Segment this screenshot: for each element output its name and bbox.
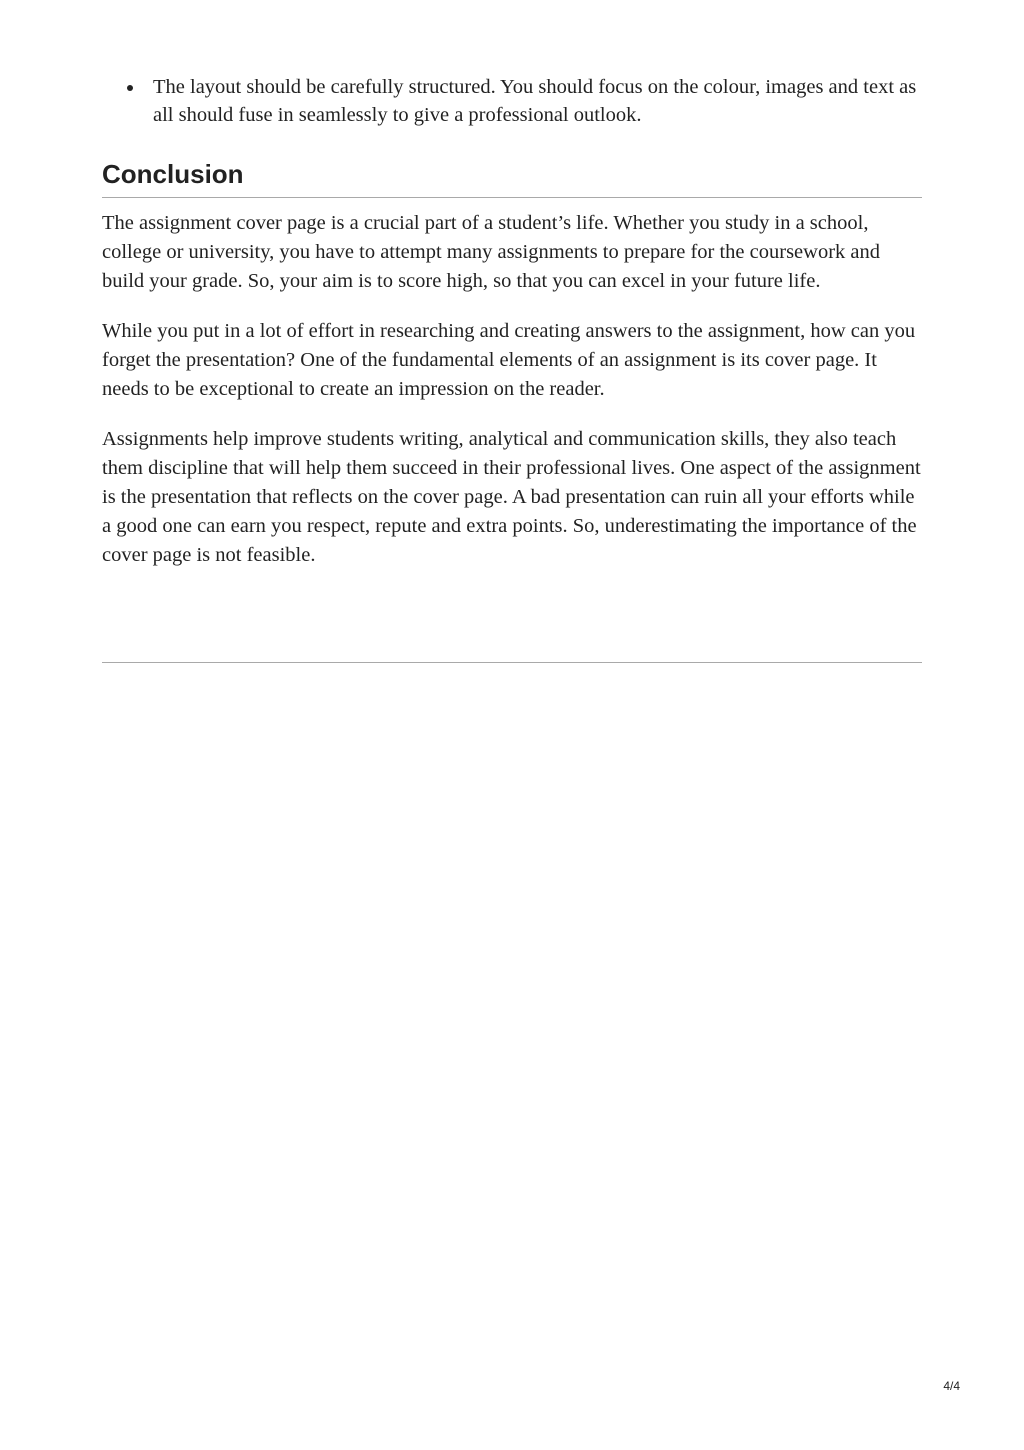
bullet-list	[102, 73, 922, 129]
conclusion-paragraph-1: The assignment cover page is a crucial part of a student’s life. Whether you study in a school, college or university, you have to attempt many assignments to prepare for the coursework and build your grade. So, your aim is to score high, so that you can excel in your future life.	[102, 212, 881, 292]
bullet-text: The layout should be carefully structured. You should focus on the colour, images and text as all should fuse in seamlessly to give a professional outlook.	[153, 76, 917, 126]
heading-divider	[102, 197, 922, 198]
bullet-dot-icon	[127, 85, 133, 91]
conclusion-paragraph-3: Assignments help improve students writing, analytical and communication skills, they also teach them discipline that will help them succeed in their professional lives. One aspect of the assignment is the presentation that reflects on the cover page. A bad presentation can ruin all your efforts while a good one can earn you respect, repute and extra points. So, underestimating the importance of the cover page is not feasible.	[102, 428, 921, 566]
page-number: 4/4	[943, 1379, 960, 1393]
footer-divider	[102, 662, 922, 663]
section-heading-conclusion: Conclusion	[102, 159, 244, 189]
conclusion-paragraph-2: While you put in a lot of effort in researching and creating answers to the assignment, how can you forget the presentation? One of the fundamental elements of an assignment is its cover page. It needs to be exceptional to create an impression on the reader.	[102, 320, 916, 400]
conclusion-body	[102, 209, 922, 591]
bullet-item	[102, 73, 922, 129]
